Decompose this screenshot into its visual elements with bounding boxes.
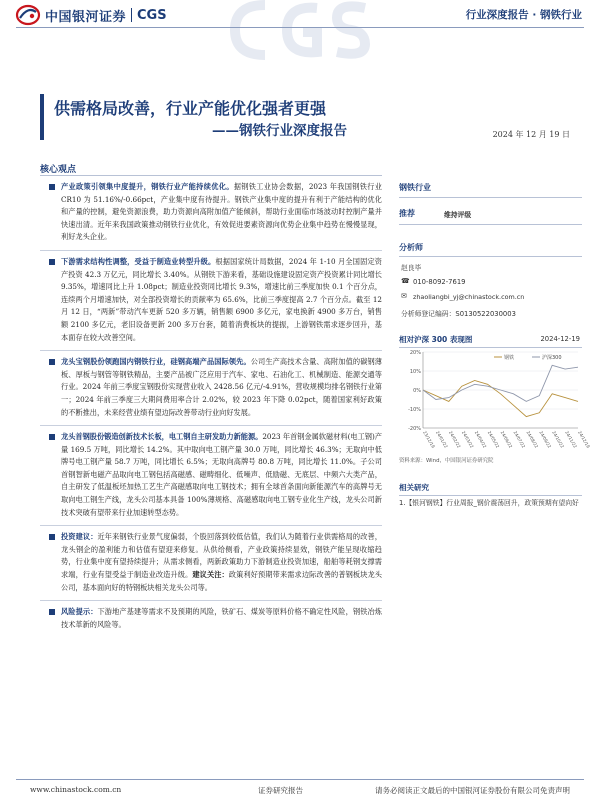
report-subtitle: ——钢铁行业深度报告	[212, 123, 347, 139]
bullet-divider	[40, 350, 382, 351]
chart-source: 资料来源：Wind，中国银河证券研究院	[399, 458, 494, 464]
bullet-lead: 下游需求结构性调整，受益于制造业转型升级。	[61, 256, 216, 266]
bullet-keyword: 建议关注：	[192, 570, 229, 580]
analyst-email: zhaoliangbi_yj@chinastock.com.cn	[413, 293, 525, 301]
related-research-list	[399, 498, 582, 509]
bullet-lead: 龙头宝钢股份领跑国内钢铁行业，硅钢高端产品国际领先。	[61, 357, 251, 367]
header-report-type: 行业深度报告 · 钢铁行业	[465, 9, 582, 21]
core-views-divider	[40, 175, 382, 176]
logo-divider	[131, 8, 132, 22]
series-line-csi300	[423, 365, 578, 401]
cgs-watermark-icon	[225, 0, 375, 60]
y-tick-label: 20%	[409, 350, 421, 356]
bullet-risk	[40, 606, 382, 631]
bullet-body: 下游地产基建等需求不及预期的风险，铁矿石、煤炭等原料价格不确定性风险，钢铁冶炼技术革新的风险等。	[61, 607, 382, 629]
bullet-square-icon	[49, 184, 55, 190]
bullet-divider	[40, 425, 382, 426]
sidebar-divider	[399, 495, 582, 496]
core-views-heading: 核心观点	[40, 165, 77, 175]
bullet-policy	[40, 181, 382, 244]
core-views-list	[40, 181, 382, 631]
x-tick-label: 24/11/22	[564, 430, 578, 449]
report-date: 2024 年 12 月 19 日	[492, 130, 570, 139]
bullet-divider	[40, 600, 382, 601]
related-item[interactable]: 1.【银河钢铁】行业周报_钢价震荡回升，政策预期有望向好	[399, 499, 579, 507]
x-tick-label: 24/01/22	[435, 430, 449, 449]
analyst-cert: 分析师登记编码：S0130522030003	[401, 310, 516, 318]
bullet-body: 2023 年首钢金属软磁材料(电工钢)产量 169.5 万吨，同比增长 14.2%。其中取向电工钢产量 30.0 万吨，同比增长 46.3%；无取向中低牌号电工钢产量 58.7 万吨，同比增长 6.5%；无取向高牌号 80.8 万吨，同比增长 11.0%。子公司首钢智新电磁产品取向电工钢包括高磁感、磁畴细化、低噪声、低励磁、无底层、中频六大类产品，自主研发了低温板坯加热工艺生产高磁感取向电工钢技术；拥有全球首条面向新能源汽车的高牌号无取向电工钢生产线，龙头公司基本具备 100%薄规格、高磁感取向电工钢专业化生产线，龙头公司新技术突破有望带来行业加速转型态势。	[61, 432, 382, 517]
footer-site[interactable]: www.chinastock.com.cn	[30, 785, 122, 794]
x-tick-label: 24/08/22	[525, 430, 540, 449]
footer-disclaimer: 请务必阅读正文最后的中国银河证券股份有限公司免责声明	[375, 786, 570, 795]
y-tick-label: 0%	[413, 388, 421, 394]
header-divider	[16, 27, 584, 28]
bullet-square-icon	[49, 359, 55, 365]
bullet-lead: 投资建议：	[61, 532, 98, 542]
analyst-heading: 分析师	[399, 243, 423, 252]
legend-label: 沪深300	[542, 355, 562, 361]
y-tick-label: 10%	[409, 369, 421, 375]
footer-report-type: 证券研究报告	[258, 786, 303, 795]
bullet-tail: 政策利好预期带来需求边际改善的普钢板块龙头公司，基本面向好的特钢板块相关龙头公司等。	[61, 570, 382, 592]
series-line-steel	[423, 381, 578, 417]
title-accent-bar	[40, 94, 44, 140]
galaxy-logo-icon	[16, 4, 40, 26]
x-tick-label: 24/03/22	[460, 430, 475, 449]
bullet-body: 据钢铁工业协会数据，2023 年我国钢铁行业 CR10 为 51.16%/-0.66pct，产业集中度有待提升。钢铁产业集中度的提升有利于产能结构的优化和产量的控制，避免资源浪费，助力资源向高附加值产能倾斜，帮助行业面临市场波动时控制产量并快速出清。近年来我国政策推动钢铁行业优化，有效促进要素资源向优势企业集中趋势在慢慢显现，利好龙头企业。	[61, 182, 382, 242]
legend-label: 钢铁	[504, 355, 515, 361]
y-tick-label: -20%	[408, 426, 421, 432]
bullet-body: 公司生产高技术含量、高附加值的碳钢薄板、厚板与钢管等钢铁精品，主要产品被广泛应用于汽车、家电、石油化工、机械制造、能源交通等行业。2024 年前三季度宝钢股份实现营业收入 2428.56 亿元/-4.91%，营收规模均排名钢铁行业第一；2024 年前三季度三大期间费用率合计 2.02%，较 2023 年下降 0.02pct，随着国家利好政策的不断推出，未来经营业绩有望边际改善带动行业向好发展。	[61, 357, 382, 417]
rating-value: 维持评级	[444, 211, 472, 219]
chart-date: 2024-12-19	[540, 335, 580, 343]
bullet-lead: 龙头首钢股份锻造创新技术长板，电工钢自主研发助力新能源。	[61, 432, 263, 442]
bullet-lead: 产业政策引领集中度提升，钢铁行业产能持续优化。	[61, 182, 234, 191]
chart-heading: 相对沪深 300 表现图	[399, 335, 473, 344]
x-tick-label: 24/04/22	[473, 430, 488, 449]
report-title: 供需格局改善，行业产能优化强者更强	[54, 99, 327, 118]
page-header	[0, 0, 600, 28]
industry-label: 钢铁行业	[399, 183, 431, 192]
bullet-baosteel	[40, 356, 382, 419]
logo	[16, 4, 167, 26]
sidebar-divider	[399, 197, 582, 198]
phone-icon: ☎	[401, 277, 410, 285]
analyst-phone: 010-8092-7619	[413, 278, 466, 286]
bullet-lead: 风险提示：	[61, 607, 98, 617]
related-heading: 相关研究	[399, 483, 429, 492]
bullet-square-icon	[49, 534, 55, 540]
email-icon: ✉	[401, 292, 407, 300]
logo-text: 中国银河证券	[45, 9, 127, 25]
bullet-divider	[40, 525, 382, 526]
footer-divider	[16, 779, 584, 780]
bullet-square-icon	[49, 434, 55, 440]
x-tick-label: 24/02/22	[447, 430, 462, 449]
x-tick-label: 24/07/22	[512, 430, 527, 449]
x-tick-label: 24/10/22	[551, 430, 566, 449]
analyst-name: 赵良毕	[401, 264, 422, 272]
bullet-demand	[40, 256, 382, 344]
sidebar-divider	[399, 256, 582, 257]
bullet-shougang	[40, 431, 382, 519]
x-tick-label: 24/05/22	[486, 430, 501, 449]
bullet-divider	[40, 250, 382, 251]
bullet-body: 近年来钢铁行业景气度偏弱，个股回落到较低估值，我们认为随着行业供需格局的改善，龙头钢企的盈利能力和估值有望迎来修复。从供给侧看，产业政策持续显效，钢铁产能呈现收缩趋势，行业集中度有望持续提升；从需求侧看，两新政策助力下游制造业投资加速，船舶等耗钢支撑需求端，行业有望受益于制造业改造升级。	[61, 532, 382, 580]
logo-cgs: CGS	[137, 7, 167, 23]
bullet-square-icon	[49, 609, 55, 615]
rating-label: 推荐	[399, 209, 415, 218]
bullet-body: 根据国家统计局数据，2024 年 1-10 月全国固定资产投资 42.3 万亿元，同比增长 3.40%。从钢铁下游来看，基础设施建设固定资产投资累计同比增长 9.35%，增速同比上升 1.08pct；制造业投资同比增长 9.3%，增速比前三季度加快 0.1 个百分点，连续两个月增速加快，对全部投资增长的贡献率为 65.6%，比前三季度提高 2.7 个百分点。截至 12 月 12 日，“两新”带动汽车更新 520 多万辆，销售额 6900 多亿元，家电换新 4900 多万台，销售额 2100 多亿元，老旧设备更新 200 多万台套，随着消费板块的提振，上游钢铁需求逐步回升，基本面存在较大改善空间。	[61, 256, 382, 342]
x-tick-label: 24/06/22	[499, 430, 514, 449]
sidebar-divider	[399, 224, 582, 225]
y-tick-label: -10%	[408, 407, 421, 413]
relative-performance-chart	[399, 346, 591, 466]
bullet-square-icon	[49, 259, 55, 265]
bullet-investment	[40, 531, 382, 594]
x-tick-label: 23/12/19	[422, 430, 436, 449]
x-tick-label: 24/09/22	[538, 430, 553, 449]
x-tick-label: 24/12/19	[577, 430, 591, 449]
